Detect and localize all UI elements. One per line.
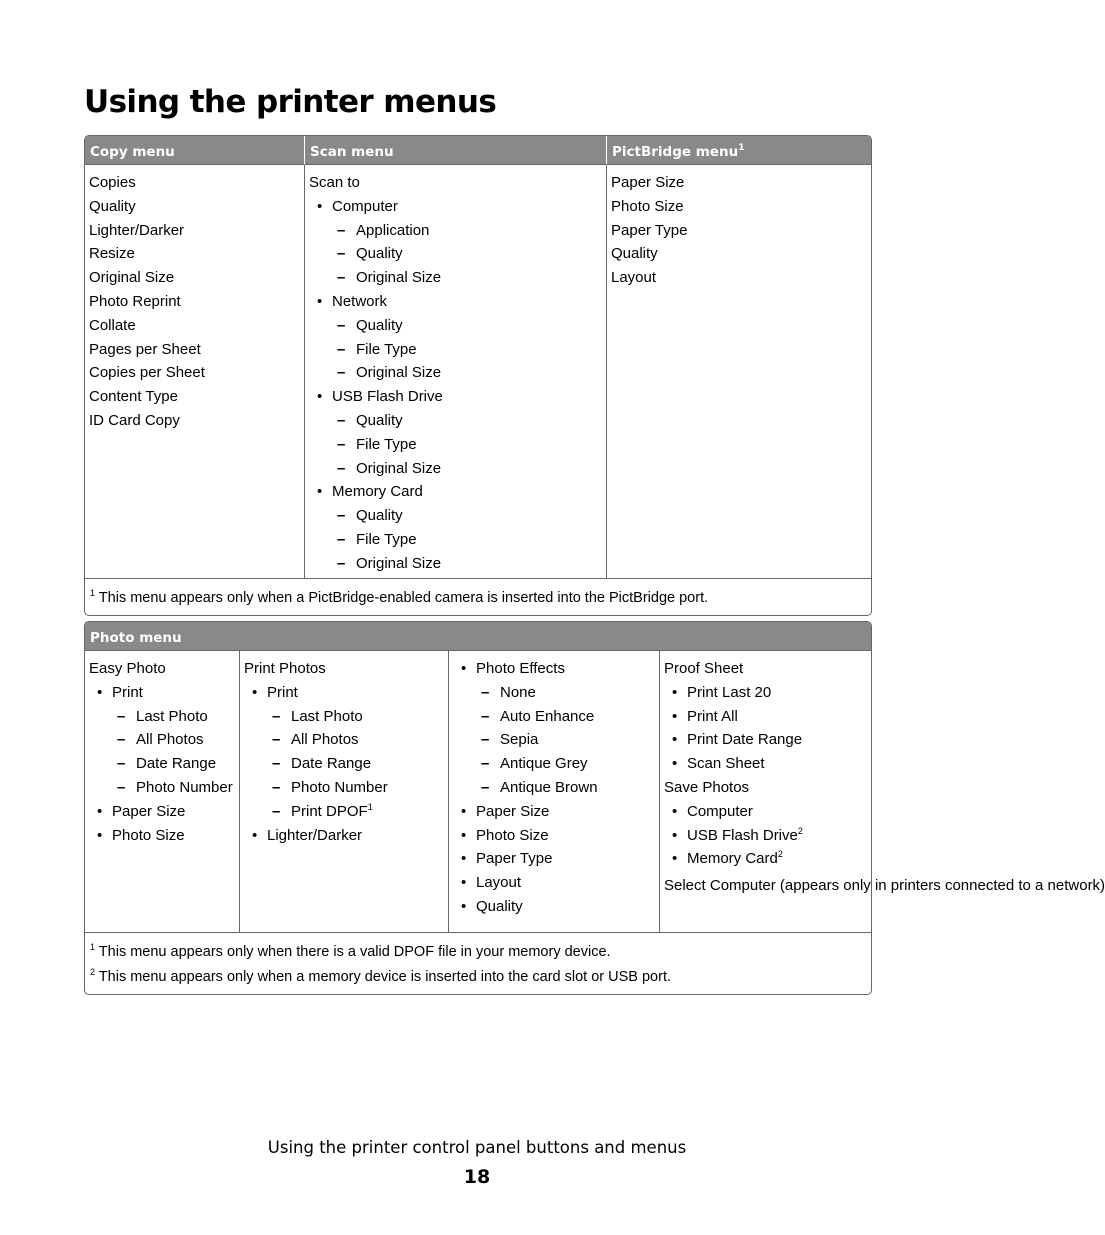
menu-item-label: Layout: [476, 874, 522, 892]
menu-item: [453, 776, 655, 800]
menu-item: [309, 528, 602, 552]
menu-item: [244, 800, 444, 824]
menu-item: [244, 728, 444, 752]
menu-item-label: Lighter/Darker: [89, 221, 185, 239]
menu-item: [664, 705, 867, 729]
menu-item: [89, 776, 235, 800]
menu-item: [453, 657, 655, 681]
menu-item: [664, 752, 867, 776]
menu-item: [309, 338, 602, 362]
scan-menu-column: [304, 165, 606, 578]
footnote-marker: 2: [90, 967, 96, 977]
menu-item-label: Print Date Range: [687, 731, 803, 749]
menu-items-row: [85, 165, 871, 578]
menu-item-label: Print Last 20: [687, 683, 772, 701]
menu-item-label: Quality: [356, 316, 403, 334]
menu-item-label: Original Size: [356, 364, 442, 382]
menu-item: [664, 800, 867, 824]
menu-item-label: Memory Card: [687, 850, 778, 868]
menu-item: [664, 824, 867, 848]
menu-item: [309, 219, 602, 243]
menu-item-label: Original Size: [356, 554, 442, 572]
menu-item-label: Network: [332, 292, 388, 310]
menu-item-label: Copies per Sheet: [89, 364, 205, 382]
footnote-row: [85, 578, 871, 615]
menu-item: [89, 195, 300, 219]
copy-menu-column: [85, 165, 304, 578]
menu-item: [89, 242, 300, 266]
menu-item: [309, 480, 602, 504]
menu-item-label: Scan to: [309, 174, 360, 191]
menu-item: [309, 409, 602, 433]
menu-item: [89, 681, 235, 705]
menu-item-label: Date Range: [136, 755, 217, 773]
footnote-text: This menu appears only when a memory device is inserted into the card slot or USB port.: [98, 969, 672, 985]
menu-item-label: Last Photo: [136, 707, 208, 725]
menu-item: [89, 728, 235, 752]
menu-item: [664, 847, 867, 871]
menu-item: [453, 728, 655, 752]
menu-item: [611, 171, 867, 195]
menu-item-label: Photo Number: [136, 778, 233, 796]
menu-item-label: All Photos: [291, 731, 359, 749]
menu-item: [89, 290, 300, 314]
page-title: Using the printer menus: [84, 84, 497, 120]
pictbridge-menu-column: [606, 165, 871, 578]
menu-item-label: Quality: [476, 897, 523, 915]
menu-item: [89, 314, 300, 338]
menu-item-label: Photo Size: [476, 826, 549, 844]
menu-item: [244, 657, 444, 681]
menu-item: [309, 266, 602, 290]
footnote-row: [85, 932, 871, 994]
menu-item-label: Paper Type: [476, 850, 553, 868]
menu-item-label: Collate: [89, 316, 136, 334]
menu-item-label: Antique Brown: [500, 778, 598, 796]
menu-item-label: All Photos: [136, 731, 204, 749]
menu-item-label: Computer: [332, 197, 398, 215]
menu-item: [453, 705, 655, 729]
menu-item: [664, 681, 867, 705]
photo-menu-table: [84, 621, 1105, 995]
menu-item-label: Print All: [687, 707, 738, 725]
menu-item-label: File Type: [356, 435, 417, 453]
menu-item: [453, 824, 655, 848]
footnote-marker: 1: [90, 587, 96, 598]
menu-item-label: Original Size: [89, 269, 175, 287]
footnote: [90, 586, 866, 611]
menu-item: [89, 266, 300, 290]
menu-item-label: Quality: [89, 197, 136, 215]
menu-item-label: Original Size: [356, 459, 442, 477]
table-header-row: [85, 622, 871, 651]
menu-item-label: Quality: [356, 245, 403, 263]
menu-item-label: Layout: [611, 269, 657, 287]
menu-item: [309, 195, 602, 219]
menu-items-row: [85, 651, 871, 932]
menu-item: [244, 776, 444, 800]
menu-item: [89, 338, 300, 362]
menu-item-label: Content Type: [89, 388, 178, 406]
menu-item-label: Antique Grey: [500, 755, 588, 773]
menu-item-label: Select Computer (appears only in printers connected to a network): [664, 877, 1105, 895]
menu-item: [244, 681, 444, 705]
menu-item-label: Paper Type: [611, 221, 688, 239]
menu-item-label: ID Card Copy: [89, 411, 180, 429]
menu-item-label: Photo Number: [291, 778, 388, 796]
footnote-marker: 2: [777, 849, 783, 860]
menu-item: [664, 776, 867, 800]
menu-item-label: Memory Card: [332, 483, 423, 501]
menu-item: [453, 681, 655, 705]
menu-item: [89, 409, 300, 433]
menu-item-label: File Type: [356, 340, 417, 358]
menu-item: [309, 242, 602, 266]
menu-item: [611, 195, 867, 219]
menu-item-label: File Type: [356, 530, 417, 548]
footnote-marker: 1: [90, 942, 96, 952]
menu-item: [89, 361, 300, 385]
footnote: [90, 965, 866, 990]
footer-caption: Using the printer control panel buttons and menus: [267, 1138, 687, 1157]
menu-item-label: Computer: [687, 802, 753, 820]
menu-item: [244, 705, 444, 729]
menu-item: [89, 824, 235, 848]
menu-item: [89, 657, 235, 681]
menu-item: [89, 752, 235, 776]
menu-item: [89, 385, 300, 409]
menu-item-label: None: [500, 683, 536, 701]
menu-item-label: Paper Size: [611, 174, 685, 191]
menu-item: [309, 457, 602, 481]
menu-item-label: Proof Sheet: [664, 660, 744, 677]
menu-item: [309, 433, 602, 457]
menu-item-label: Quality: [356, 411, 403, 429]
menu-item: [664, 657, 867, 681]
menu-item-label: Copies: [89, 174, 136, 191]
menu-item-label: Pages per Sheet: [89, 340, 201, 358]
photo-effects-column: [448, 651, 659, 932]
menu-item-label: Photo Reprint: [89, 292, 181, 310]
menu-item: [309, 290, 602, 314]
photo-menu-header: Photo menu: [85, 622, 871, 651]
menu-item-label: Quality: [611, 245, 658, 263]
menu-item: [611, 219, 867, 243]
menu-item-label: Paper Size: [112, 802, 186, 820]
menu-item: [611, 242, 867, 266]
menu-item-label: Application: [356, 221, 430, 239]
table-header-row: [85, 136, 871, 165]
menu-item-label: Easy Photo: [89, 660, 166, 677]
footnote-text: This menu appears only when a PictBridge-enabled camera is inserted into the PictBridge port.: [98, 589, 709, 606]
menu-item: [664, 871, 1105, 898]
table-footnotes: [85, 932, 871, 994]
copy-scan-pictbridge-menu-table: [84, 135, 872, 616]
menu-item-label: Photo Size: [611, 197, 684, 215]
menu-item-label: Last Photo: [291, 707, 363, 725]
menu-item: [309, 504, 602, 528]
footnote-marker: 1: [367, 801, 373, 812]
menu-item: [309, 385, 602, 409]
menu-item-label: Original Size: [356, 269, 442, 287]
menu-item-label: Save Photos: [664, 778, 750, 796]
menu-item: [89, 171, 300, 195]
proof-sheet-column: [659, 651, 1105, 932]
menu-item: [453, 895, 655, 919]
menu-item: [244, 752, 444, 776]
menu-item-label: Sepia: [500, 731, 539, 749]
easy-photo-column: [85, 651, 239, 932]
menu-item: [453, 800, 655, 824]
menu-item-label: Date Range: [291, 755, 372, 773]
footnote: [90, 940, 866, 965]
footnote-text: This menu appears only when there is a valid DPOF file in your memory device.: [98, 944, 611, 960]
menu-item: [89, 219, 300, 243]
copy-menu-header: Copy menu: [85, 136, 304, 165]
menu-item: [244, 824, 444, 848]
menu-item-label: Auto Enhance: [500, 707, 595, 725]
menu-item-label: Scan Sheet: [687, 755, 765, 773]
menu-item-label: Print Photos: [244, 660, 326, 677]
pictbridge-menu-header: PictBridge menu$^1$: [606, 136, 871, 165]
menu-item-label: Print: [112, 683, 143, 701]
menu-item-label: Print: [267, 683, 298, 701]
menu-item: [89, 800, 235, 824]
menu-item-label: Photo Size: [112, 826, 185, 844]
menu-item-label: Print DPOF: [291, 802, 368, 820]
menu-item: [664, 728, 867, 752]
menu-item-label: Lighter/Darker: [267, 826, 363, 844]
scan-menu-header: Scan menu: [304, 136, 606, 165]
footnote-marker: 2: [797, 825, 803, 836]
menu-item-label: Quality: [356, 507, 403, 525]
menu-item: [309, 361, 602, 385]
menu-item: [309, 314, 602, 338]
menu-item-label: Paper Size: [476, 802, 550, 820]
menu-item-label: USB Flash Drive: [332, 388, 443, 406]
menu-item: [611, 266, 867, 290]
menu-item-label: Photo Effects: [476, 660, 565, 677]
menu-item: [309, 171, 602, 195]
page-number: 18: [463, 1166, 491, 1188]
print-photos-column: [239, 651, 448, 932]
menu-item: [89, 705, 235, 729]
menu-item: [309, 552, 602, 576]
table-footnotes: [85, 578, 871, 615]
menu-item: [453, 871, 655, 895]
menu-item-label: Resize: [89, 245, 135, 263]
menu-item-label: USB Flash Drive: [687, 826, 798, 844]
menu-item: [453, 847, 655, 871]
menu-item: [453, 752, 655, 776]
